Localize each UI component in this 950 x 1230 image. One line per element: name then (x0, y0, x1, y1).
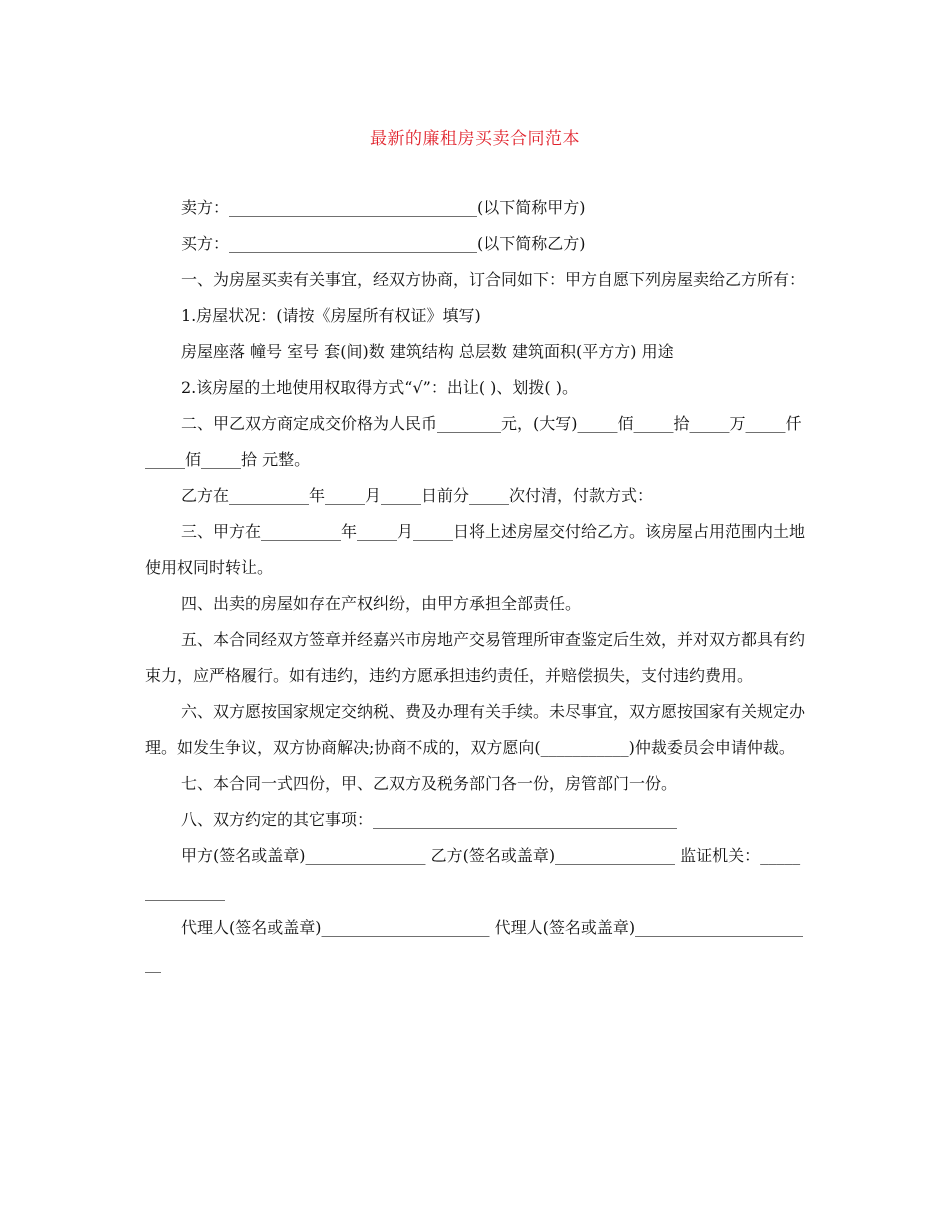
contract-body (145, 190, 805, 982)
clause-1-item-1: 1.房屋状况：(请按《房屋所有权证》填写) (181, 306, 481, 325)
clause-4: 四、出卖的房屋如存在产权纠纷，由甲方承担全部责任。 (181, 594, 582, 613)
signature-line: 甲方(签名或盖章)_______________ 乙方(签名或盖章)_______________ 监证机关：_______________ (145, 846, 801, 901)
clause-3: 三、甲方在__________年_____月_____日将上述房屋交付给乙方。该房屋占用范围内土地使用权同时转让。 (145, 522, 806, 577)
property-fields-line: 房屋座落 幢号 室号 套(间)数 建筑结构 总层数 建筑面积(平方方) 用途 (181, 342, 674, 361)
clause-6: 六、双方愿按国家规定交纳税、费及办理有关手续。未尽事宜，双方愿按国家有关规定办理。如发生争议，双方协商解决;协商不成的，双方愿向(___________)仲裁委员会申请仲裁。 (145, 702, 806, 757)
seller-line: 卖方：_______________________________(以下简称甲方) (181, 198, 586, 217)
clause-5: 五、本合同经双方签章并经嘉兴市房地产交易管理所审查鉴定后生效，并对双方都具有约束力，应严格履行。如有违约，违约方愿承担违约责任，并赔偿损失，支付违约费用。 (145, 630, 806, 685)
buyer-line: 买方：_______________________________(以下简称乙方) (181, 234, 586, 253)
clause-8: 八、双方约定的其它事项：______________________________________ (181, 810, 678, 829)
clause-1-item-2: 2.该房屋的土地使用权取得方式“√”：出让( )、划拨( )。 (181, 378, 578, 397)
agent-signature-line: 代理人(签名或盖章)_____________________ 代理人(签名或盖章)_______________________ (145, 918, 804, 973)
clause-7: 七、本合同一式四份，甲、乙双方及税务部门各一份，房管部门一份。 (181, 774, 678, 793)
payment-line: 乙方在__________年_____月_____日前分_____次付清，付款方式： (181, 486, 654, 505)
document-title: 最新的廉租房买卖合同范本 (370, 129, 580, 149)
clause-2: 二、甲乙双方商定成交价格为人民币________元，(大写)_____佰_____拾_____万_____仟_____佰_____拾 元整。 (145, 414, 802, 469)
clause-1: 一、为房屋买卖有关事宜，经双方协商，订合同如下：甲方自愿下列房屋卖给乙方所有： (181, 270, 806, 289)
